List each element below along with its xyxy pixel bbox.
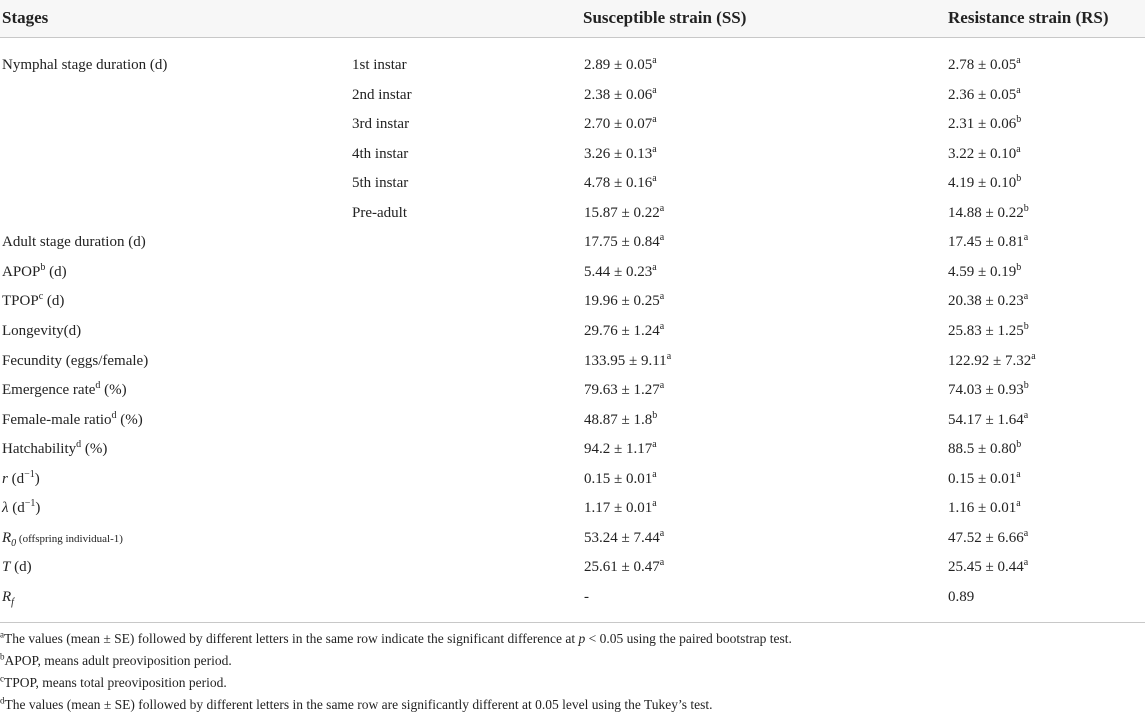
- cell-susceptible: [584, 440, 657, 458]
- rs-significance-letter: b: [1023, 380, 1029, 391]
- rs-value: 122.92 ± 7.32: [948, 353, 1032, 369]
- row-stage: [2, 470, 40, 488]
- rs-significance-letter: b: [1023, 203, 1029, 214]
- ss-value: 2.38 ± 0.06: [584, 87, 653, 103]
- ss-significance-letter: a: [652, 469, 657, 480]
- rs-significance-letter: b: [1016, 114, 1022, 125]
- cell-susceptible: [584, 470, 657, 488]
- ss-significance-letter: a: [652, 144, 657, 155]
- cell-susceptible: [584, 204, 664, 222]
- ss-value: 2.89 ± 0.05: [584, 57, 653, 73]
- rs-value: 2.31 ± 0.06: [948, 116, 1017, 132]
- ss-significance-letter: a: [659, 380, 665, 391]
- stage-unit: (%): [100, 382, 127, 398]
- rs-value: 4.59 ± 0.19: [948, 264, 1017, 280]
- ss-value: -: [584, 589, 589, 605]
- rs-value: 14.88 ± 0.22: [948, 205, 1024, 221]
- cell-susceptible: [584, 86, 657, 104]
- header-stages: Stages: [2, 8, 49, 27]
- ss-significance-letter: a: [652, 173, 657, 184]
- rs-value: 47.52 ± 6.66: [948, 530, 1024, 546]
- ss-significance-letter: a: [652, 55, 657, 66]
- stage-symbol: R: [2, 589, 12, 605]
- cell-resistance: [948, 470, 1021, 488]
- ss-value: 25.61 ± 0.47: [584, 559, 660, 575]
- cell-resistance: [948, 204, 1029, 222]
- rs-value: 2.36 ± 0.05: [948, 87, 1017, 103]
- ss-value: 15.87 ± 0.22: [584, 205, 660, 221]
- row-stage: [2, 440, 107, 458]
- cell-resistance: [948, 381, 1029, 399]
- row-stage: [2, 499, 40, 517]
- ss-value: 94.2 ± 1.17: [584, 441, 653, 457]
- ss-significance-letter: a: [652, 114, 657, 125]
- stage-text: TPOP: [2, 293, 39, 309]
- rs-value: 1.16 ± 0.01: [948, 500, 1017, 516]
- stage-footnote-mark: b: [40, 262, 46, 273]
- row-stage: [2, 411, 143, 429]
- stage-footnote-mark: d: [76, 439, 82, 450]
- cell-susceptible: [584, 411, 657, 429]
- row-stage: [2, 588, 14, 606]
- stage-exponent: −1: [24, 498, 36, 509]
- cell-susceptible: [584, 352, 671, 370]
- footnote-mark: b: [0, 651, 5, 662]
- rs-significance-letter: a: [1023, 528, 1029, 539]
- ss-value: 79.63 ± 1.27: [584, 382, 660, 398]
- rs-significance-letter: a: [1016, 498, 1021, 509]
- stage-symbol: T: [2, 559, 11, 575]
- ss-value: 48.87 ± 1.8: [584, 412, 653, 428]
- stage-symbol-subscript: f: [11, 597, 14, 608]
- cell-resistance: [948, 263, 1021, 281]
- stage-symbol-subscript: 0: [11, 538, 17, 549]
- rs-significance-letter: a: [1023, 410, 1029, 421]
- footnote-text: The values (mean ± SE) followed by different letters in the same row are significantly different at 0.05 level using the Tukey’s test.: [4, 697, 713, 712]
- stage-footnote-mark: d: [95, 380, 101, 391]
- ss-value: 53.24 ± 7.44: [584, 530, 660, 546]
- cell-resistance: [948, 86, 1021, 104]
- cell-susceptible: [584, 588, 589, 606]
- cell-resistance: [948, 56, 1021, 74]
- stage-text: Nymphal stage duration (d): [2, 57, 168, 73]
- header-resistance-strain: Resistance strain (RS): [948, 8, 1109, 27]
- rs-value: 25.45 ± 0.44: [948, 559, 1024, 575]
- footnote-text: TPOP, means total preoviposition period.: [4, 675, 227, 690]
- ss-value: 3.26 ± 0.13: [584, 146, 653, 162]
- row-stage: [2, 381, 127, 399]
- rs-significance-letter: a: [1016, 144, 1021, 155]
- cell-susceptible: [584, 145, 657, 163]
- ss-value: 17.75 ± 0.84: [584, 234, 660, 250]
- stage-unit: (d: [7, 471, 25, 487]
- rs-significance-letter: a: [1031, 351, 1036, 362]
- ss-value: 29.76 ± 1.24: [584, 323, 660, 339]
- cell-resistance: [948, 440, 1021, 458]
- ss-value: 4.78 ± 0.16: [584, 175, 653, 191]
- row-stage: [2, 352, 148, 370]
- ss-value: 2.70 ± 0.07: [584, 116, 653, 132]
- stage-footnote-mark: c: [38, 291, 44, 302]
- row-stage: [2, 322, 81, 340]
- rs-value: 4.19 ± 0.10: [948, 175, 1017, 191]
- cell-resistance: [948, 411, 1028, 429]
- cell-resistance: [948, 322, 1029, 340]
- row-substage: 5th instar: [352, 175, 409, 191]
- rs-value: 88.5 ± 0.80: [948, 441, 1017, 457]
- ss-value: 1.17 ± 0.01: [584, 500, 653, 516]
- row-stage: [2, 292, 64, 310]
- cell-susceptible: [584, 558, 664, 576]
- ss-significance-letter: a: [659, 321, 665, 332]
- cell-resistance: [948, 233, 1028, 251]
- header-susceptible-strain: Susceptible strain (SS): [583, 8, 747, 27]
- stage-text: Hatchability: [2, 441, 77, 457]
- stage-text: Adult stage duration (d): [2, 234, 146, 250]
- rs-value: 54.17 ± 1.64: [948, 412, 1024, 428]
- cell-resistance: [948, 115, 1021, 133]
- stage-text: Longevity(d): [2, 323, 82, 339]
- row-substage: 4th instar: [352, 146, 409, 162]
- cell-resistance: [948, 558, 1028, 576]
- rs-significance-letter: a: [1023, 557, 1029, 568]
- stage-symbol: λ: [2, 500, 9, 516]
- cell-resistance: [948, 145, 1021, 163]
- stage-unit-close: ): [35, 500, 41, 516]
- footnote: [0, 631, 792, 647]
- footnote: [0, 697, 713, 713]
- rs-value: 17.45 ± 0.81: [948, 234, 1024, 250]
- rs-significance-letter: b: [1023, 321, 1029, 332]
- row-stage: [2, 529, 123, 548]
- footnote-text: APOP, means adult preoviposition period.: [4, 653, 232, 668]
- row-stage: [2, 56, 167, 74]
- ss-significance-letter: a: [659, 528, 665, 539]
- stage-unit: (d): [10, 559, 32, 575]
- footnote-text-end: < 0.05 using the paired bootstrap test.: [585, 631, 792, 646]
- ss-significance-letter: a: [659, 557, 665, 568]
- rs-significance-letter: a: [1023, 291, 1029, 302]
- footnote: [0, 653, 232, 669]
- footnote-mark: c: [0, 673, 4, 684]
- stage-unit-close: ): [34, 471, 40, 487]
- rs-value: 0.89: [948, 589, 975, 605]
- cell-susceptible: [584, 322, 664, 340]
- stage-text: Female-male ratio: [2, 412, 112, 428]
- row-stage: [2, 263, 67, 281]
- ss-significance-letter: a: [652, 498, 657, 509]
- footnote: [0, 675, 227, 691]
- cell-susceptible: [584, 263, 657, 281]
- rs-significance-letter: a: [1016, 469, 1021, 480]
- ss-significance-letter: a: [652, 85, 657, 96]
- cell-susceptible: [584, 233, 664, 251]
- ss-significance-letter: a: [666, 351, 672, 362]
- stage-unit: (offspring individual-1): [16, 533, 123, 545]
- stage-unit: (%): [116, 412, 143, 428]
- row-stage: [2, 558, 32, 576]
- ss-significance-letter: a: [659, 291, 665, 302]
- rs-value: 74.03 ± 0.93: [948, 382, 1024, 398]
- cell-resistance: [948, 292, 1028, 310]
- rs-significance-letter: b: [1016, 262, 1022, 273]
- rs-significance-letter: b: [1016, 173, 1022, 184]
- cell-susceptible: [584, 174, 657, 192]
- rs-significance-letter: a: [1023, 232, 1029, 243]
- rs-value: 25.83 ± 1.25: [948, 323, 1024, 339]
- ss-significance-letter: a: [652, 262, 657, 273]
- row-substage: Pre-adult: [352, 205, 407, 221]
- cell-resistance: [948, 529, 1028, 547]
- rs-value: 3.22 ± 0.10: [948, 146, 1017, 162]
- stage-symbol: R: [2, 530, 12, 546]
- cell-susceptible: [584, 115, 657, 133]
- stage-symbol: r: [2, 471, 8, 487]
- rs-value: 20.38 ± 0.23: [948, 293, 1024, 309]
- ss-significance-letter: b: [652, 410, 658, 421]
- cell-resistance: [948, 499, 1021, 517]
- cell-resistance: [948, 174, 1021, 192]
- footnote-italic: p: [578, 631, 586, 646]
- cell-resistance: [948, 588, 974, 606]
- row-stage: [2, 233, 146, 251]
- footnote-text: The values (mean ± SE) followed by different letters in the same row indicate the significant difference at: [4, 631, 579, 646]
- footnote-mark: a: [0, 629, 4, 640]
- ss-value: 133.95 ± 9.11: [584, 353, 667, 369]
- rs-significance-letter: a: [1016, 55, 1021, 66]
- cell-susceptible: [584, 292, 664, 310]
- table-header: [0, 0, 1145, 38]
- cell-resistance: [948, 352, 1036, 370]
- stage-text: Emergence rate: [2, 382, 96, 398]
- row-substage: 1st instar: [352, 57, 407, 73]
- cell-susceptible: [584, 529, 664, 547]
- ss-significance-letter: a: [652, 439, 657, 450]
- cell-susceptible: [584, 499, 657, 517]
- stage-unit: (d): [45, 264, 67, 280]
- stage-text: APOP: [2, 264, 41, 280]
- cell-susceptible: [584, 381, 664, 399]
- ss-value: 5.44 ± 0.23: [584, 264, 653, 280]
- row-substage: 2nd instar: [352, 87, 412, 103]
- stage-text: Fecundity (eggs/female): [2, 353, 149, 369]
- ss-significance-letter: a: [659, 232, 665, 243]
- stage-exponent: −1: [24, 469, 35, 480]
- ss-value: 19.96 ± 0.25: [584, 293, 660, 309]
- stage-unit: (d): [43, 293, 65, 309]
- rs-value: 0.15 ± 0.01: [948, 471, 1017, 487]
- row-substage: 3rd instar: [352, 116, 410, 132]
- ss-value: 0.15 ± 0.01: [584, 471, 653, 487]
- rs-value: 2.78 ± 0.05: [948, 57, 1017, 73]
- stage-unit: (d: [8, 500, 25, 516]
- ss-significance-letter: a: [659, 203, 665, 214]
- stage-unit: (%): [81, 441, 108, 457]
- cell-susceptible: [584, 56, 657, 74]
- stage-footnote-mark: d: [111, 410, 117, 421]
- footnote-divider: [0, 622, 1145, 623]
- footnote-mark: d: [0, 695, 5, 706]
- rs-significance-letter: b: [1016, 439, 1022, 450]
- rs-significance-letter: a: [1016, 85, 1021, 96]
